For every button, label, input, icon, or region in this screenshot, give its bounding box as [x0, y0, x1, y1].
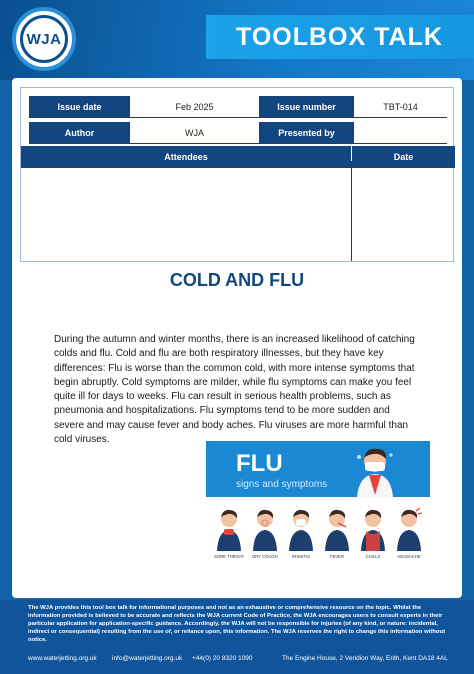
email-link[interactable]: info@waterjetting.org.uk: [112, 655, 183, 662]
page-header: [0, 0, 474, 80]
address-text: The Engine House, 2 Veridion Way, Erith, Kent DA18 4AL: [282, 655, 448, 662]
symptom-list: [212, 507, 426, 571]
toolbox-talk-banner: [206, 15, 474, 59]
symptom-label: CHILLS: [365, 554, 381, 559]
symptom-label: FEVER: [330, 554, 344, 559]
infographic-heading: FLU: [236, 450, 283, 477]
symptom-fever: [320, 507, 354, 571]
author-value[interactable]: WJA: [130, 122, 259, 144]
issue-date-value[interactable]: Feb 2025: [130, 96, 259, 118]
sneezing-person-icon: [351, 445, 399, 497]
phone-number: +44(0) 20 8320 1090: [192, 655, 253, 662]
rhinitis-icon: [286, 507, 316, 551]
symptom-chills: [356, 507, 390, 571]
issue-date-label: Issue date: [29, 96, 130, 118]
sore-throat-icon: [214, 507, 244, 551]
wja-logo: [12, 7, 76, 71]
presented-by-value[interactable]: [354, 122, 447, 144]
website-link[interactable]: www.waterjetting.org.uk: [28, 655, 97, 662]
article-body: During the autumn and winter months, there is an increased likelihood of catching colds and flu. Cold and flu are both respiratory illnesses, but they have key differences: Flu is worse than the common cold, with more intense symptoms that begin abruptly. Cold symptoms are milder, while flu symptoms can make you feel quite ill for days to weeks. Flu can result in serious health problems, such as pneumonia and hospitalizations. Flu symptoms tend to be more sudden and severe and may cause fever and body aches. Flu viruses are more harmful than cold viruses.: [54, 334, 415, 446]
fever-icon: [322, 507, 352, 551]
symptom-rhinitis: [284, 507, 318, 571]
symptom-label: SORE THROAT: [214, 554, 244, 559]
infographic-header: [206, 441, 430, 497]
symptom-sore-throat: [212, 507, 246, 571]
headache-icon: [394, 507, 424, 551]
date-label: Date: [351, 146, 455, 168]
issue-number-value[interactable]: TBT-014: [354, 96, 447, 118]
symptom-label: DRY COUGH: [252, 554, 278, 559]
article-title: COLD AND FLU: [169, 270, 305, 290]
symptom-headache: [392, 507, 426, 571]
symptom-label: HEADACHE: [397, 554, 421, 559]
banner-title: TOOLBOX TALK: [236, 22, 443, 51]
form-row-author: [29, 122, 447, 144]
symptom-dry-cough: [248, 507, 282, 571]
attendees-divider: [351, 161, 352, 261]
dry-cough-icon: [250, 507, 280, 551]
form-row-issue: [29, 96, 447, 118]
disclaimer-text: The WJA provides this tool box talk for informational purposes and not as an exhaustive or comprehensive resource on the topic. Whilst the information provided is believed to be accurate and reflects the WJA current Code of Practice, the WJA encourages users to consult experts in their particular application for application-specific guidance. Accordingly, the WJA will not be responsible for injuries (of any kind, or nature: incidental, indirect or consequential) resulting from the use of, or reliance upon, this information. The WJA reserves the right to change this information without notice.: [28, 605, 446, 643]
symptom-label: RHINITIS: [292, 554, 310, 559]
logo-text: WJA: [26, 30, 62, 48]
page-footer: [0, 600, 474, 674]
issue-details-form: [20, 87, 454, 262]
attendees-label: Attendees: [21, 146, 351, 168]
attendees-field[interactable]: [21, 161, 455, 261]
infographic-subheading: signs and symptoms: [236, 479, 328, 490]
author-label: Author: [29, 122, 130, 144]
flu-infographic: [206, 441, 430, 571]
presented-by-label: Presented by: [259, 122, 354, 144]
chills-icon: [358, 507, 388, 551]
issue-number-label: Issue number: [259, 96, 354, 118]
content-panel: [12, 78, 462, 598]
